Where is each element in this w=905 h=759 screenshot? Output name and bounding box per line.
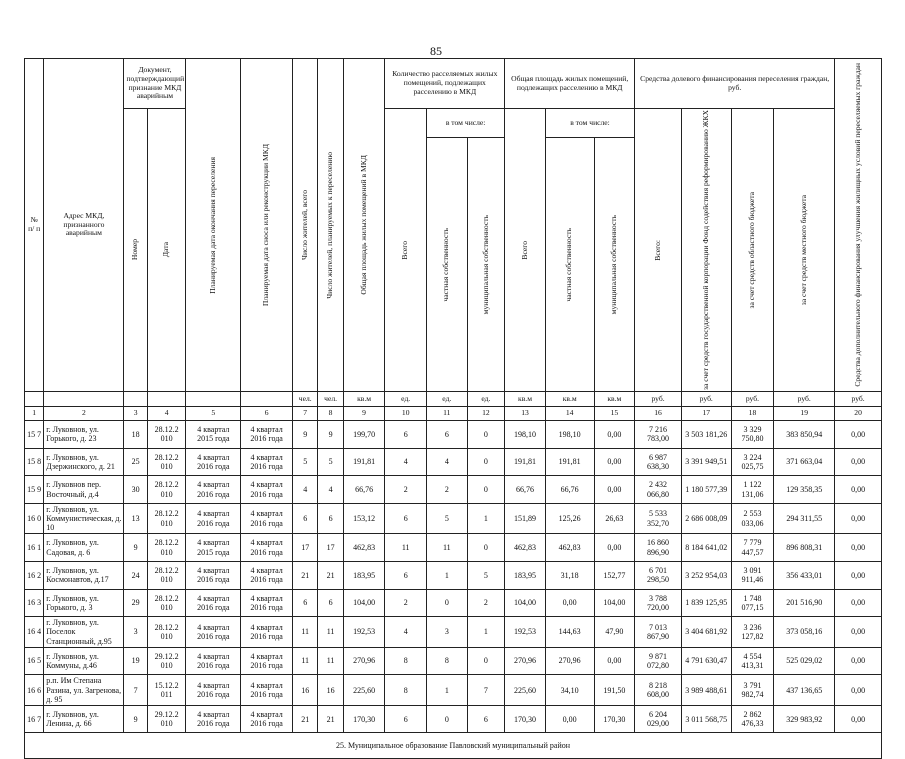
- cell-res-plan: 4: [318, 476, 343, 504]
- cell-res-plan: 6: [318, 503, 343, 534]
- cell-date: 28.12.2 010: [147, 503, 186, 534]
- cell-demolish: 4 квартал 2016 года: [241, 448, 293, 476]
- cell-area-mun: 26,63: [594, 503, 635, 534]
- cell-address: г. Луковнов, ул. Ленина, д. 66: [44, 705, 124, 733]
- section-footer: 25. Муниципальное образование Павловский муниципальный район: [25, 733, 882, 759]
- cell-rooms: 6: [385, 503, 427, 534]
- cell-rooms-priv: 4: [427, 448, 468, 476]
- cell-f-total: 5 533 352,70: [635, 503, 682, 534]
- cell-f-total: 7 216 783,00: [635, 421, 682, 449]
- cell-f-reg: 4 554 413,31: [731, 647, 774, 675]
- cell-rooms-mun: 6: [467, 705, 505, 733]
- cell-no: 16 3: [25, 589, 44, 617]
- cell-area: 192,53: [343, 617, 385, 648]
- cell-res-plan: 16: [318, 675, 343, 706]
- cell-rooms-priv: 3: [427, 617, 468, 648]
- column-number: 18: [731, 407, 774, 421]
- cell-end: 4 квартал 2016 года: [186, 617, 241, 648]
- cell-f-fed: 3 404 681,92: [681, 617, 731, 648]
- cell-rooms: 4: [385, 448, 427, 476]
- column-number: 10: [385, 407, 427, 421]
- cell-f-loc: 201 516,90: [774, 589, 835, 617]
- header-area-group: Общая площадь жилых помещений, подлежащих расселению в МКД: [505, 59, 635, 109]
- cell-address: р.п. Им Степана Разина, ул. Загренова, д. 95: [44, 675, 124, 706]
- cell-num: 13: [124, 503, 147, 534]
- cell-end: 4 квартал 2016 года: [186, 476, 241, 504]
- header-rooms-incl: в том числе:: [427, 109, 505, 138]
- page-number: 85: [430, 44, 442, 58]
- cell-f-total: 6 701 298,50: [635, 561, 682, 589]
- cell-f-reg: 1 748 077,15: [731, 589, 774, 617]
- cell-f-loc: 437 136,65: [774, 675, 835, 706]
- cell-res-total: 21: [293, 561, 318, 589]
- header-no: № п/ п: [25, 59, 44, 392]
- header-doc-number: Номер: [130, 239, 140, 261]
- cell-num: 29: [124, 589, 147, 617]
- cell-demolish: 4 квартал 2016 года: [241, 534, 293, 562]
- header-fund-local: за счет средств местного бюджета: [798, 194, 808, 306]
- cell-f-fed: 1 839 125,95: [681, 589, 731, 617]
- cell-f-total: 3 788 720,00: [635, 589, 682, 617]
- cell-f-total: 6 987 638,30: [635, 448, 682, 476]
- cell-area-mun: 104,00: [594, 589, 635, 617]
- cell-res-plan: 21: [318, 705, 343, 733]
- cell-rooms-priv: 5: [427, 503, 468, 534]
- cell-f-loc: 129 358,35: [774, 476, 835, 504]
- cell-area-total: 225,60: [505, 675, 546, 706]
- cell-end: 4 квартал 2016 года: [186, 503, 241, 534]
- header-residents-total: Число жителей, всего: [299, 190, 309, 260]
- cell-rooms-mun: 0: [467, 534, 505, 562]
- cell-area: 199,70: [343, 421, 385, 449]
- cell-end: 4 квартал 2016 года: [186, 705, 241, 733]
- cell-f-fed: 1 180 577,39: [681, 476, 731, 504]
- cell-date: 28.12.2 010: [147, 421, 186, 449]
- header-rooms-total: Всего: [400, 240, 410, 260]
- table-row: [25, 617, 882, 648]
- header-address: Адрес МКД, признанного аварийным: [44, 59, 124, 392]
- cell-date: 28.12.2 010: [147, 561, 186, 589]
- header-document: Документ, подтверждающий признание МКД аварийным: [124, 59, 186, 109]
- cell-area-priv: 191,81: [545, 448, 594, 476]
- cell-area: 66,76: [343, 476, 385, 504]
- cell-rooms-priv: 11: [427, 534, 468, 562]
- cell-area-total: 270,96: [505, 647, 546, 675]
- cell-f-loc: 896 808,31: [774, 534, 835, 562]
- cell-end: 4 квартал 2016 года: [186, 647, 241, 675]
- cell-area: 183,95: [343, 561, 385, 589]
- cell-f-reg: 3 791 982,74: [731, 675, 774, 706]
- column-number: 7: [293, 407, 318, 421]
- cell-date: 28.12.2 010: [147, 534, 186, 562]
- cell-area-priv: 198,10: [545, 421, 594, 449]
- header-rooms-municipal: муниципальная собственность: [480, 214, 490, 315]
- cell-date: 29.12.2 010: [147, 647, 186, 675]
- cell-no: 15 9: [25, 476, 44, 504]
- cell-end: 4 квартал 2016 года: [186, 448, 241, 476]
- cell-area: 462,83: [343, 534, 385, 562]
- header-fund-regional: за счет средств областного бюджета: [747, 191, 757, 309]
- cell-demolish: 4 квартал 2016 года: [241, 589, 293, 617]
- cell-area-mun: 0,00: [594, 476, 635, 504]
- header-rooms-count: Количество расселяемых жилых помещений, подлежащих расселению в МКД: [385, 59, 505, 109]
- cell-rooms: 4: [385, 617, 427, 648]
- header-extra-funds: Средства дополнительного финансирования улучшения жилищных условий переселяемых граждан: [852, 63, 862, 387]
- cell-area-total: 183,95: [505, 561, 546, 589]
- cell-address: г. Луковнов, ул. Коммуны, д.46: [44, 647, 124, 675]
- cell-area-total: 198,10: [505, 421, 546, 449]
- column-number: 5: [186, 407, 241, 421]
- cell-f-loc: 373 058,16: [774, 617, 835, 648]
- cell-date: 28.12.2 010: [147, 589, 186, 617]
- cell-f-extra: 0,00: [835, 476, 882, 504]
- cell-rooms-mun: 0: [467, 448, 505, 476]
- cell-num: 30: [124, 476, 147, 504]
- cell-end: 4 квартал 2016 года: [186, 589, 241, 617]
- cell-f-extra: 0,00: [835, 503, 882, 534]
- cell-area-priv: 34,10: [545, 675, 594, 706]
- cell-area-total: 151,89: [505, 503, 546, 534]
- table-row: [25, 476, 882, 504]
- cell-f-fed: 4 791 630,47: [681, 647, 731, 675]
- unit-cell: кв.м: [594, 392, 635, 407]
- unit-cell: руб.: [774, 392, 835, 407]
- cell-demolish: 4 квартал 2016 года: [241, 647, 293, 675]
- table-row: [25, 705, 882, 733]
- cell-f-reg: 3 224 025,75: [731, 448, 774, 476]
- units-row: [25, 392, 882, 407]
- column-number: 19: [774, 407, 835, 421]
- cell-rooms-priv: 1: [427, 561, 468, 589]
- cell-num: 9: [124, 705, 147, 733]
- column-number: 11: [427, 407, 468, 421]
- cell-res-total: 9: [293, 421, 318, 449]
- cell-area-priv: 0,00: [545, 589, 594, 617]
- column-number: 20: [835, 407, 882, 421]
- cell-area-mun: 0,00: [594, 534, 635, 562]
- cell-res-plan: 6: [318, 589, 343, 617]
- header-residents-planned: Число жителей, планируемых к переселению: [325, 151, 335, 299]
- cell-demolish: 4 квартал 2016 года: [241, 617, 293, 648]
- cell-address: г. Луковнов, ул. Садовая, д. 6: [44, 534, 124, 562]
- cell-no: 16 1: [25, 534, 44, 562]
- cell-res-total: 4: [293, 476, 318, 504]
- unit-cell: руб.: [635, 392, 682, 407]
- cell-rooms-mun: 0: [467, 421, 505, 449]
- cell-f-total: 9 871 072,80: [635, 647, 682, 675]
- table-row: [25, 561, 882, 589]
- cell-res-plan: 11: [318, 617, 343, 648]
- unit-cell: чел.: [318, 392, 343, 407]
- cell-area: 104,00: [343, 589, 385, 617]
- cell-num: 19: [124, 647, 147, 675]
- cell-no: 16 0: [25, 503, 44, 534]
- unit-cell: ед.: [427, 392, 468, 407]
- table-row: [25, 589, 882, 617]
- cell-f-reg: 7 779 447,57: [731, 534, 774, 562]
- cell-f-extra: 0,00: [835, 675, 882, 706]
- cell-address: г. Луковнов, ул. Космонавтов, д.17: [44, 561, 124, 589]
- cell-no: 15 8: [25, 448, 44, 476]
- cell-area-total: 192,53: [505, 617, 546, 648]
- cell-rooms: 8: [385, 675, 427, 706]
- cell-f-reg: 3 329 750,80: [731, 421, 774, 449]
- cell-rooms: 8: [385, 647, 427, 675]
- cell-f-loc: 329 983,92: [774, 705, 835, 733]
- cell-f-fed: 2 686 008,09: [681, 503, 731, 534]
- cell-date: 15.12.2 011: [147, 675, 186, 706]
- cell-rooms-mun: 0: [467, 647, 505, 675]
- cell-f-loc: 525 029,02: [774, 647, 835, 675]
- cell-demolish: 4 квартал 2016 года: [241, 421, 293, 449]
- cell-num: 9: [124, 534, 147, 562]
- cell-area-total: 104,00: [505, 589, 546, 617]
- cell-rooms-mun: 0: [467, 476, 505, 504]
- cell-no: 15 7: [25, 421, 44, 449]
- cell-area-mun: 0,00: [594, 421, 635, 449]
- cell-res-total: 21: [293, 705, 318, 733]
- cell-rooms-priv: 8: [427, 647, 468, 675]
- cell-area-mun: 152,77: [594, 561, 635, 589]
- cell-f-fed: 3 252 954,03: [681, 561, 731, 589]
- cell-rooms-mun: 1: [467, 503, 505, 534]
- header-area-total: Всего: [519, 240, 529, 260]
- cell-f-extra: 0,00: [835, 617, 882, 648]
- cell-rooms: 6: [385, 561, 427, 589]
- table-row: [25, 503, 882, 534]
- cell-date: 28.12.2 010: [147, 617, 186, 648]
- cell-rooms-mun: 7: [467, 675, 505, 706]
- cell-res-plan: 17: [318, 534, 343, 562]
- cell-f-reg: 3 236 127,82: [731, 617, 774, 648]
- cell-end: 4 квартал 2015 года: [186, 534, 241, 562]
- header-area-municipal: муниципальная собственность: [609, 214, 618, 315]
- cell-f-fed: 3 011 568,75: [681, 705, 731, 733]
- cell-area: 170,30: [343, 705, 385, 733]
- cell-area-total: 191,81: [505, 448, 546, 476]
- cell-rooms-mun: 1: [467, 617, 505, 648]
- cell-address: г. Луковнов пер. Восточный, д.4: [44, 476, 124, 504]
- cell-f-fed: 3 503 181,26: [681, 421, 731, 449]
- column-number: 2: [44, 407, 124, 421]
- cell-res-total: 5: [293, 448, 318, 476]
- cell-f-reg: 3 091 911,46: [731, 561, 774, 589]
- column-number: 15: [594, 407, 635, 421]
- header-funds: Средства долевого финансирования переселения граждан, руб.: [635, 59, 835, 109]
- cell-area-total: 66,76: [505, 476, 546, 504]
- unit-cell: кв.м: [505, 392, 546, 407]
- cell-area-total: 170,30: [505, 705, 546, 733]
- cell-num: 3: [124, 617, 147, 648]
- column-number: 13: [505, 407, 546, 421]
- header-planned-demolish: Планируемая дата сноса или реконструкции МКД: [261, 143, 271, 307]
- cell-f-total: 2 432 066,80: [635, 476, 682, 504]
- cell-address: г. Луковнов, ул. Поселок Станционный, д.95: [44, 617, 124, 648]
- unit-cell: руб.: [835, 392, 882, 407]
- column-number: 8: [318, 407, 343, 421]
- cell-rooms-priv: 1: [427, 675, 468, 706]
- header-total-area: Общая площадь жилых помещений в МКД: [358, 155, 368, 295]
- cell-no: 16 6: [25, 675, 44, 706]
- cell-area: 225,60: [343, 675, 385, 706]
- cell-address: г. Луковнов, ул. Дзержинского, д. 21: [44, 448, 124, 476]
- cell-area-mun: 47,90: [594, 617, 635, 648]
- cell-address: г. Луковнов, ул. Горького, д. 23: [44, 421, 124, 449]
- cell-area-priv: 66,76: [545, 476, 594, 504]
- cell-rooms: 6: [385, 421, 427, 449]
- cell-rooms: 2: [385, 589, 427, 617]
- column-numbers-row: [25, 407, 882, 421]
- cell-res-plan: 21: [318, 561, 343, 589]
- cell-end: 4 квартал 2015 года: [186, 421, 241, 449]
- header-planned-end: Планируемая дата окончания переселения: [207, 156, 217, 294]
- cell-f-reg: 2 553 033,06: [731, 503, 774, 534]
- table-row: [25, 675, 882, 706]
- table-row: [25, 534, 882, 562]
- unit-cell: руб.: [681, 392, 731, 407]
- unit-cell: чел.: [293, 392, 318, 407]
- cell-rooms-priv: 0: [427, 705, 468, 733]
- unit-cell: кв.м: [343, 392, 385, 407]
- cell-area: 270,96: [343, 647, 385, 675]
- cell-f-extra: 0,00: [835, 448, 882, 476]
- cell-rooms: 6: [385, 705, 427, 733]
- cell-f-reg: 1 122 131,06: [731, 476, 774, 504]
- cell-f-loc: 294 311,55: [774, 503, 835, 534]
- column-number: 14: [545, 407, 594, 421]
- cell-demolish: 4 квартал 2016 года: [241, 503, 293, 534]
- cell-area-mun: 0,00: [594, 448, 635, 476]
- unit-cell: кв.м: [545, 392, 594, 407]
- cell-end: 4 квартал 2016 года: [186, 561, 241, 589]
- cell-num: 18: [124, 421, 147, 449]
- unit-cell: ед.: [467, 392, 505, 407]
- cell-no: 16 5: [25, 647, 44, 675]
- header-fund-federal: за счет средств государственной корпорации Фонд содействия реформированию ЖКХ: [700, 110, 710, 391]
- cell-f-total: 6 204 029,00: [635, 705, 682, 733]
- unit-cell: ед.: [385, 392, 427, 407]
- cell-area: 153,12: [343, 503, 385, 534]
- cell-no: 16 2: [25, 561, 44, 589]
- cell-end: 4 квартал 2016 года: [186, 675, 241, 706]
- cell-f-extra: 0,00: [835, 647, 882, 675]
- cell-f-reg: 2 862 476,33: [731, 705, 774, 733]
- cell-date: 29.12.2 010: [147, 705, 186, 733]
- cell-res-total: 17: [293, 534, 318, 562]
- cell-no: 16 7: [25, 705, 44, 733]
- header-doc-date: Дата: [161, 242, 171, 258]
- cell-area-mun: 191,50: [594, 675, 635, 706]
- cell-date: 28.12.2 010: [147, 448, 186, 476]
- cell-f-extra: 0,00: [835, 589, 882, 617]
- cell-area: 191,81: [343, 448, 385, 476]
- cell-res-total: 6: [293, 503, 318, 534]
- cell-f-extra: 0,00: [835, 421, 882, 449]
- cell-res-plan: 9: [318, 421, 343, 449]
- cell-f-fed: 8 184 641,02: [681, 534, 731, 562]
- cell-no: 16 4: [25, 617, 44, 648]
- cell-res-plan: 11: [318, 647, 343, 675]
- cell-f-loc: 371 663,04: [774, 448, 835, 476]
- cell-area-mun: 170,30: [594, 705, 635, 733]
- column-number: 3: [124, 407, 147, 421]
- cell-num: 24: [124, 561, 147, 589]
- header-funds-total: Всего:: [652, 239, 662, 261]
- column-number: 6: [241, 407, 293, 421]
- cell-rooms-mun: 5: [467, 561, 505, 589]
- cell-f-extra: 0,00: [835, 705, 882, 733]
- column-number: 17: [681, 407, 731, 421]
- cell-demolish: 4 квартал 2016 года: [241, 705, 293, 733]
- cell-area-priv: 31,18: [545, 561, 594, 589]
- cell-rooms-priv: 2: [427, 476, 468, 504]
- cell-area-priv: 0,00: [545, 705, 594, 733]
- cell-demolish: 4 квартал 2016 года: [241, 561, 293, 589]
- cell-num: 25: [124, 448, 147, 476]
- cell-f-extra: 0,00: [835, 561, 882, 589]
- cell-res-total: 16: [293, 675, 318, 706]
- resettlement-table: [24, 58, 882, 759]
- header-area-private: частная собственность: [564, 227, 574, 302]
- cell-demolish: 4 квартал 2016 года: [241, 476, 293, 504]
- cell-date: 28.12.2 010: [147, 476, 186, 504]
- cell-res-plan: 5: [318, 448, 343, 476]
- cell-f-fed: 3 391 949,51: [681, 448, 731, 476]
- column-number: 1: [25, 407, 44, 421]
- cell-address: г. Луковнов, ул. Горького, д. 3: [44, 589, 124, 617]
- cell-area-mun: 0,00: [594, 647, 635, 675]
- cell-f-loc: 356 433,01: [774, 561, 835, 589]
- cell-area-priv: 125,26: [545, 503, 594, 534]
- cell-f-fed: 3 989 488,61: [681, 675, 731, 706]
- column-number: 9: [343, 407, 385, 421]
- cell-f-total: 8 218 608,00: [635, 675, 682, 706]
- table-row: [25, 448, 882, 476]
- cell-f-total: 7 013 867,90: [635, 617, 682, 648]
- column-number: 16: [635, 407, 682, 421]
- header-area-incl: в том числе:: [545, 109, 634, 138]
- cell-address: г. Луковнов, ул. Коммунистическая, д. 10: [44, 503, 124, 534]
- cell-res-total: 6: [293, 589, 318, 617]
- cell-rooms-mun: 2: [467, 589, 505, 617]
- cell-area-priv: 144,63: [545, 617, 594, 648]
- cell-res-total: 11: [293, 647, 318, 675]
- table-row: [25, 421, 882, 449]
- column-number: 12: [467, 407, 505, 421]
- table-row: [25, 647, 882, 675]
- cell-num: 7: [124, 675, 147, 706]
- cell-rooms: 2: [385, 476, 427, 504]
- column-number: 4: [147, 407, 186, 421]
- cell-rooms-priv: 0: [427, 589, 468, 617]
- cell-f-loc: 383 850,94: [774, 421, 835, 449]
- cell-area-priv: 270,96: [545, 647, 594, 675]
- cell-demolish: 4 квартал 2016 года: [241, 675, 293, 706]
- cell-area-total: 462,83: [505, 534, 546, 562]
- cell-f-total: 16 860 896,90: [635, 534, 682, 562]
- cell-f-extra: 0,00: [835, 534, 882, 562]
- cell-res-total: 11: [293, 617, 318, 648]
- cell-area-priv: 462,83: [545, 534, 594, 562]
- unit-cell: руб.: [731, 392, 774, 407]
- header-rooms-private: частная собственность: [441, 227, 451, 302]
- cell-rooms-priv: 6: [427, 421, 468, 449]
- cell-rooms: 11: [385, 534, 427, 562]
